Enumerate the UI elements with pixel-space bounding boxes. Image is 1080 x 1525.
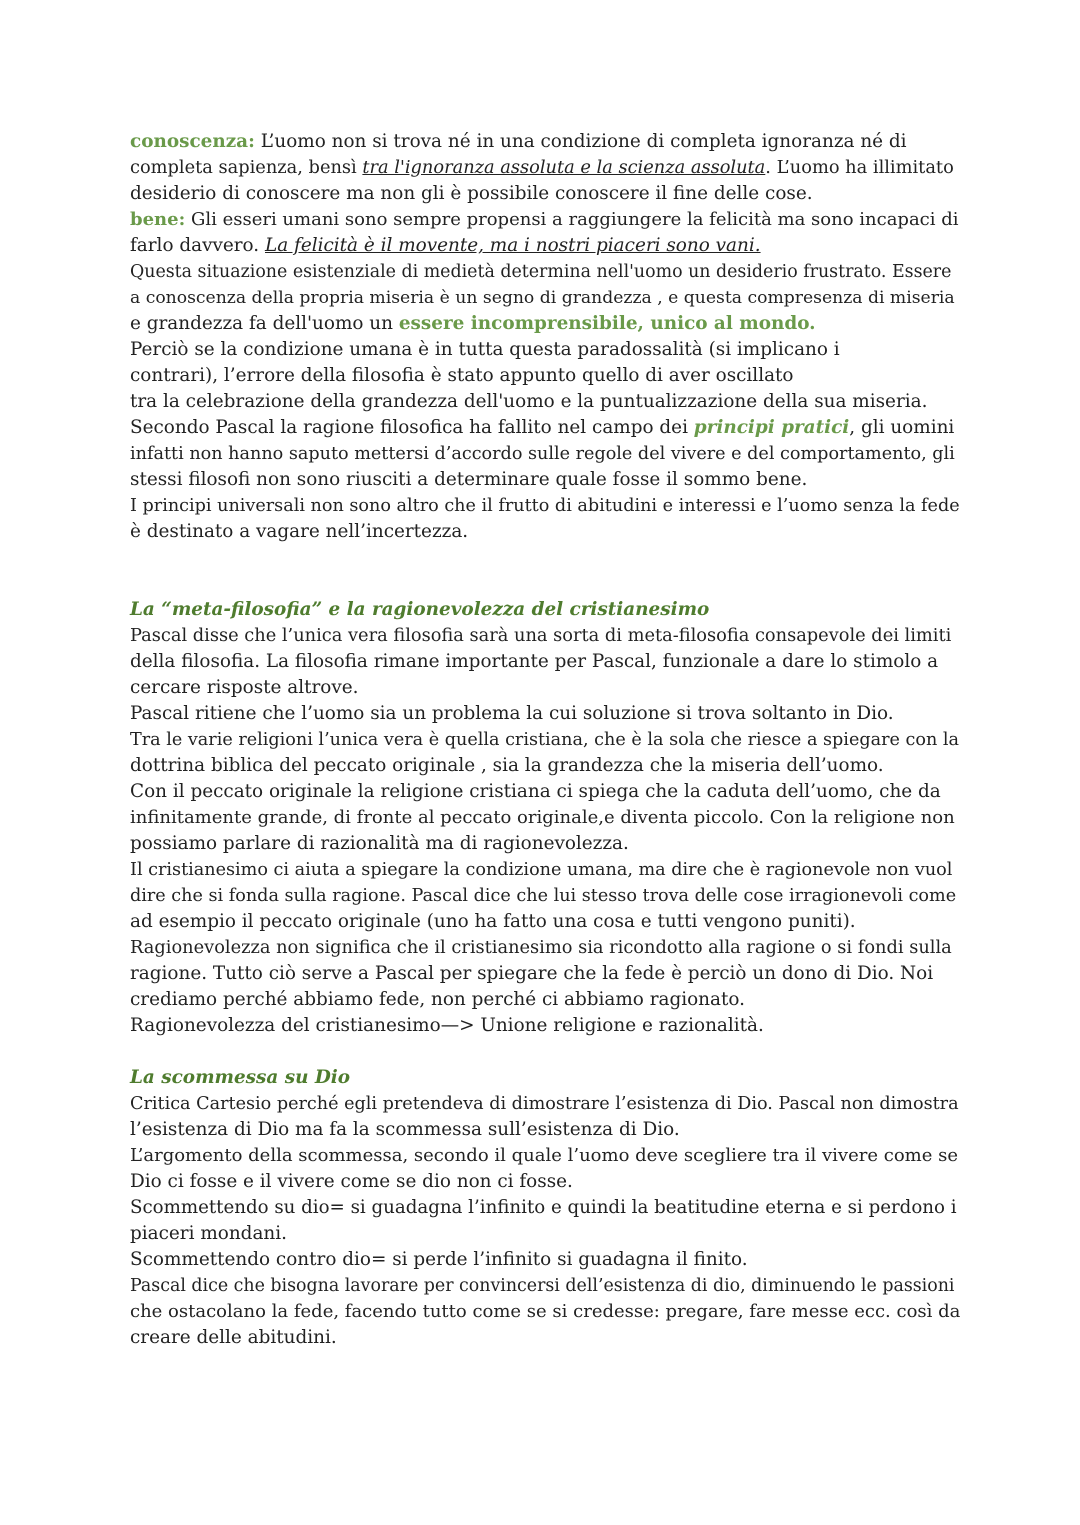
text-run: . L’uomo ha illimitato bbox=[765, 157, 954, 178]
paragraph-filosofia bbox=[130, 337, 960, 545]
text-run: L’uomo non si trova né in una condizione di completa ignoranza né di bbox=[254, 131, 907, 152]
text-run: , gli uomini bbox=[849, 417, 955, 438]
text-line: è destinato a vagare nell’incertezza. bbox=[130, 521, 469, 542]
text-line: Pascal disse che l’unica vera filosofia sarà una sorta di meta-filosofia consapevole dei limiti bbox=[130, 625, 952, 646]
text-line: contrari), l’errore della filosofia è stato appunto quello di aver oscillato bbox=[130, 365, 794, 386]
text-line: Ragionevolezza del cristianesimo—> Unione religione e razionalità. bbox=[130, 1015, 764, 1036]
keyword: bene: bbox=[130, 209, 186, 230]
paragraph-bene bbox=[130, 207, 960, 259]
text-line: L’argomento della scommessa, secondo il quale l’uomo deve scegliere tra il vivere come se bbox=[130, 1145, 958, 1166]
text-line: I principi universali non sono altro che il frutto di abitudini e interessi e l’uomo senza la fede bbox=[130, 496, 960, 516]
text-run: e grandezza fa dell'uomo un bbox=[130, 313, 399, 334]
text-line: crediamo perché abbiamo fede, non perché ci abbiamo ragionato. bbox=[130, 989, 745, 1010]
text-line: a conoscenza della propria miseria è un segno di grandezza , e questa compresenza di miseria bbox=[130, 288, 955, 308]
document-page bbox=[130, 129, 960, 1351]
text-line: che ostacolano la fede, facendo tutto come se si credesse: pregare, fare messe ecc. così da bbox=[130, 1301, 961, 1322]
text-line: stessi filosofi non sono riusciti a determinare quale fosse il sommo bene. bbox=[130, 469, 808, 490]
text-line: tra la celebrazione della grandezza dell'uomo e la puntualizzazione della sua miseria. bbox=[130, 391, 928, 412]
paragraph-conoscenza bbox=[130, 129, 960, 207]
text-line: Scommettendo contro dio= si perde l’infinito si guadagna il finito. bbox=[130, 1249, 748, 1270]
underlined-phrase: La felicità è il movente, ma i nostri piaceri sono vani. bbox=[265, 235, 761, 256]
text-line bbox=[130, 207, 960, 233]
text-line: creare delle abitudini. bbox=[130, 1327, 337, 1348]
text-line bbox=[130, 233, 960, 259]
text-line bbox=[130, 155, 960, 181]
text-line: Questa situazione esistenziale di medietà determina nell'uomo un desiderio frustrato. Essere bbox=[130, 262, 952, 282]
text-line: ad esempio il peccato originale (uno ha fatto una cosa e tutti vengono puniti). bbox=[130, 911, 856, 932]
text-line: cercare risposte altrove. bbox=[130, 677, 359, 698]
text-line: Critica Cartesio perché egli pretendeva di dimostrare l’esistenza di Dio. Pascal non dimostra bbox=[130, 1094, 959, 1114]
text-line: possiamo parlare di razionalità ma di ragionevolezza. bbox=[130, 833, 629, 854]
text-line bbox=[130, 311, 960, 337]
text-line: infinitamente grande, di fronte al peccato originale,e diventa piccolo. Con la religione non bbox=[130, 807, 955, 828]
text-run: completa sapienza, bensì bbox=[130, 157, 363, 178]
text-line: Dio ci fosse e il vivere come se dio non ci fosse. bbox=[130, 1171, 573, 1192]
text-line: Pascal ritiene che l’uomo sia un problema la cui soluzione si trova soltanto in Dio. bbox=[130, 703, 894, 724]
text-line: Scommettendo su dio= si guadagna l’infinito e quindi la beatitudine eterna e si perdono i bbox=[130, 1197, 957, 1218]
spacer bbox=[130, 545, 960, 597]
section-scommessa bbox=[130, 1065, 960, 1351]
text-line bbox=[130, 129, 960, 155]
section-meta-filosofia bbox=[130, 597, 960, 1039]
text-line: ragione. Tutto ciò serve a Pascal per spiegare che la fede è perciò un dono di Dio. Noi bbox=[130, 963, 934, 984]
keyword: conoscenza: bbox=[130, 131, 255, 152]
spacer bbox=[130, 1039, 960, 1065]
section-heading: La “meta-filosofia” e la ragionevolezza del cristianesimo bbox=[130, 599, 710, 620]
text-line: Il cristianesimo ci aiuta a spiegare la condizione umana, ma dire che è ragionevole non vuol bbox=[130, 860, 953, 880]
text-line: Con il peccato originale la religione cristiana ci spiega che la caduta dell’uomo, che da bbox=[130, 781, 941, 802]
text-line: l’esistenza di Dio ma fa la scommessa sull’esistenza di Dio. bbox=[130, 1119, 680, 1140]
underlined-phrase: tra l'ignoranza assoluta e la scienza assoluta bbox=[362, 157, 766, 178]
text-line: della filosofia. La filosofia rimane importante per Pascal, funzionale a dare lo stimolo a bbox=[130, 651, 939, 672]
text-line: Tra le varie religioni l’unica vera è quella cristiana, che è la sola che riesce a spiegare con la bbox=[130, 730, 960, 750]
text-line: Pascal dice che bisogna lavorare per convincersi dell’esistenza di dio, diminuendo le passioni bbox=[130, 1276, 955, 1296]
section-heading: La scommessa su Dio bbox=[130, 1067, 351, 1088]
paragraph-medieta bbox=[130, 259, 960, 337]
text-run: Gli esseri umani sono sempre propensi a raggiungere la felicità ma sono incapaci di bbox=[185, 209, 959, 230]
text-line bbox=[130, 415, 960, 441]
text-line: infatti non hanno saputo mettersi d’accordo sulle regole del vivere e del comportamento, gli bbox=[130, 444, 955, 464]
text-run: Secondo Pascal la ragione filosofica ha fallito nel campo dei bbox=[130, 417, 694, 438]
text-line: dottrina biblica del peccato originale , sia la grandezza che la miseria dell’uomo. bbox=[130, 755, 884, 776]
text-line: desiderio di conoscere ma non gli è possibile conoscere il fine delle cose. bbox=[130, 183, 813, 204]
highlighted-phrase: essere incomprensibile, unico al mondo. bbox=[398, 313, 816, 334]
text-line: Ragionevolezza non significa che il cristianesimo sia ricondotto alla ragione o si fondi sulla bbox=[130, 937, 952, 958]
text-line: dire che si fonda sulla ragione. Pascal dice che lui stesso trova delle cose irragionevoli come bbox=[130, 886, 957, 906]
text-run: farlo davvero. bbox=[130, 235, 265, 256]
highlighted-phrase: principi pratici bbox=[693, 417, 850, 438]
text-line: Perciò se la condizione umana è in tutta questa paradossalità (si implicano i bbox=[130, 339, 840, 360]
text-line: piaceri mondani. bbox=[130, 1223, 287, 1244]
